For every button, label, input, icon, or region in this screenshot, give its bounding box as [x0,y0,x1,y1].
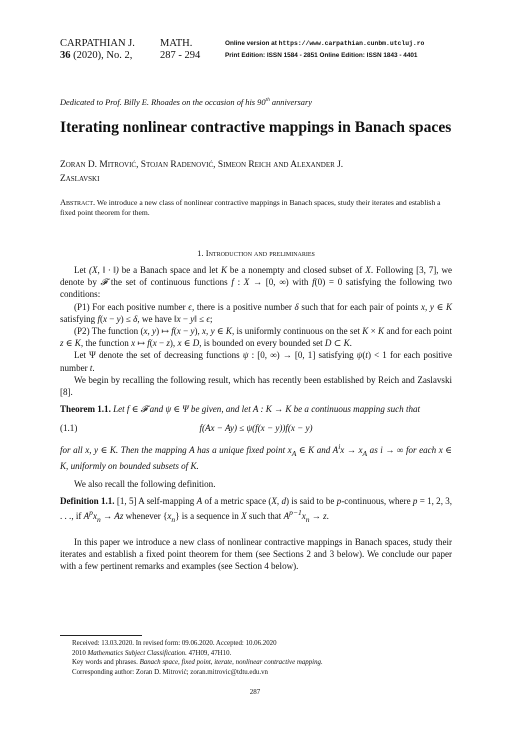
dedication: Dedicated to Prof. Billy E. Rhoades on the occasion of his 90th anniversary [60,97,312,107]
online-prefix: Online version at [225,40,277,47]
authors-line-1: Zoran D. Mitrović, Stojan Radenović, Simeon Reich and Alexander J. [60,160,344,170]
theorem: Theorem 1.1. Let f ∈ 𝓕 and ψ ∈ Ψ be given, and let A : K → K be a continuous mapping such that [60,404,421,415]
journal-subject [160,38,220,62]
abstract-label: Abstract. [60,198,96,207]
corresponding-author: Corresponding author: Zoran D. Mitrović; zoran.mitrovic@tdtu.edu.vn [72,668,268,676]
body-text [60,264,452,573]
paragraph: We begin by recalling the following result, which has recently been established by Reich and Zaslavski [8]. [60,374,452,398]
paragraph: Let (X, ‖ · ‖) be a Banach space and let K be a nonempty and closed subset of X. Following [3, 7], we denote by 𝓕 the set of continuous functions f : X → [0, ∞) with f(0) = 0 satisfying the following two conditions: [60,265,453,300]
pages: 287 - 294 [160,50,201,61]
equation-row [60,419,452,437]
section-title: 1. Introduction and preliminaries [197,248,315,258]
authors [60,158,452,186]
theorem-conclusion: for all x, y ∈ K. Then the mapping A has a unique fixed point $x_A$ ∈ K and $A^ix \to x_A$ as i → ∞ for each x ∈ K, uniformly on bounded subsets of K. [60,442,452,472]
volume: 36 [60,50,71,61]
paragraph: We also recall the following definition. [74,478,216,489]
journal-name: CARPATHIAN J. [60,38,135,49]
authors-line-2: Zaslavski [60,174,100,184]
abstract-text: We introduce a new class of nonlinear contractive mappings in Banach spaces, study their iterates and establish a fixed point theorem for them. [60,198,441,217]
abstract [60,198,452,218]
paper-title: Iterating nonlinear contractive mappings in Banach spaces [60,119,452,136]
issn: Print Edition: ISSN 1584 - 2851 Online Edition: ISSN 1843 - 4401 [225,52,418,59]
page-number: 287 [249,688,261,696]
paragraph: Let Ψ denote the set of decreasing functions ψ : [0, ∞) → [0, 1] satisfying ψ(t) < 1 for each positive number t. [60,350,452,373]
paragraph: In this paper we introduce a new class of nonlinear contractive mappings in Banach spaces, study their iterates and establish a fixed point theorem for them (see Sections 2 and 3 below). We conclude our paper with a few pertinent remarks and examples (see Section 4 below). [60,537,452,572]
received-dates: Received: 13.03.2020. In revised form: 09.06.2020. Accepted: 10.06.2020 [72,640,277,647]
definition: Definition 1.1. [1, 5] A self-mapping A of a metric space (X, d) is said to be p-continuous, where p = 1, 2, 3, . . ., if $A^px_n \to Az$ whenever $\{x_n\}$ is a sequence in X such that $A^{p-1}x_n \to z$. [60,495,453,524]
year-issue: (2020), No. 2, [73,50,133,61]
online-info [225,38,465,62]
journal-info [60,38,150,62]
msc: 2010 Mathematics Subject Classification. 47H09, 47H10. [72,649,232,657]
paragraph: (P1) For each positive number ϵ, there is a positive number δ such that for each pair of points x, y ∈ K satisfying f(x − y) ≤ δ, we have ‖x − y‖ ≤ ϵ; [60,301,453,324]
keywords: Key words and phrases. Banach space, fixed point, iterate, nonlinear contractive mapping. [72,659,323,667]
footnotes [72,639,452,677]
online-url[interactable]: https://www.carpathian.cunbm.utcluj.ro [278,40,425,47]
definition-label: Definition 1.1. [60,495,115,506]
footnote-rule [60,635,142,636]
paragraph: (P2) The function (x, y) ↦ f(x − y), x, y ∈ K, is uniformly continuous on the set K × K and for each point z ∈ K, the function x ↦ f(x − z), x ∈ D, is bounded on every bounded set D ⊂ K. [60,326,452,349]
theorem-label: Theorem 1.1. [60,404,111,415]
equation: f(Ax − Ay) ≤ ψ(f(x − y))f(x − y) [199,423,313,434]
subject: MATH. [160,38,193,49]
equation-number: (1.1) [60,423,78,434]
